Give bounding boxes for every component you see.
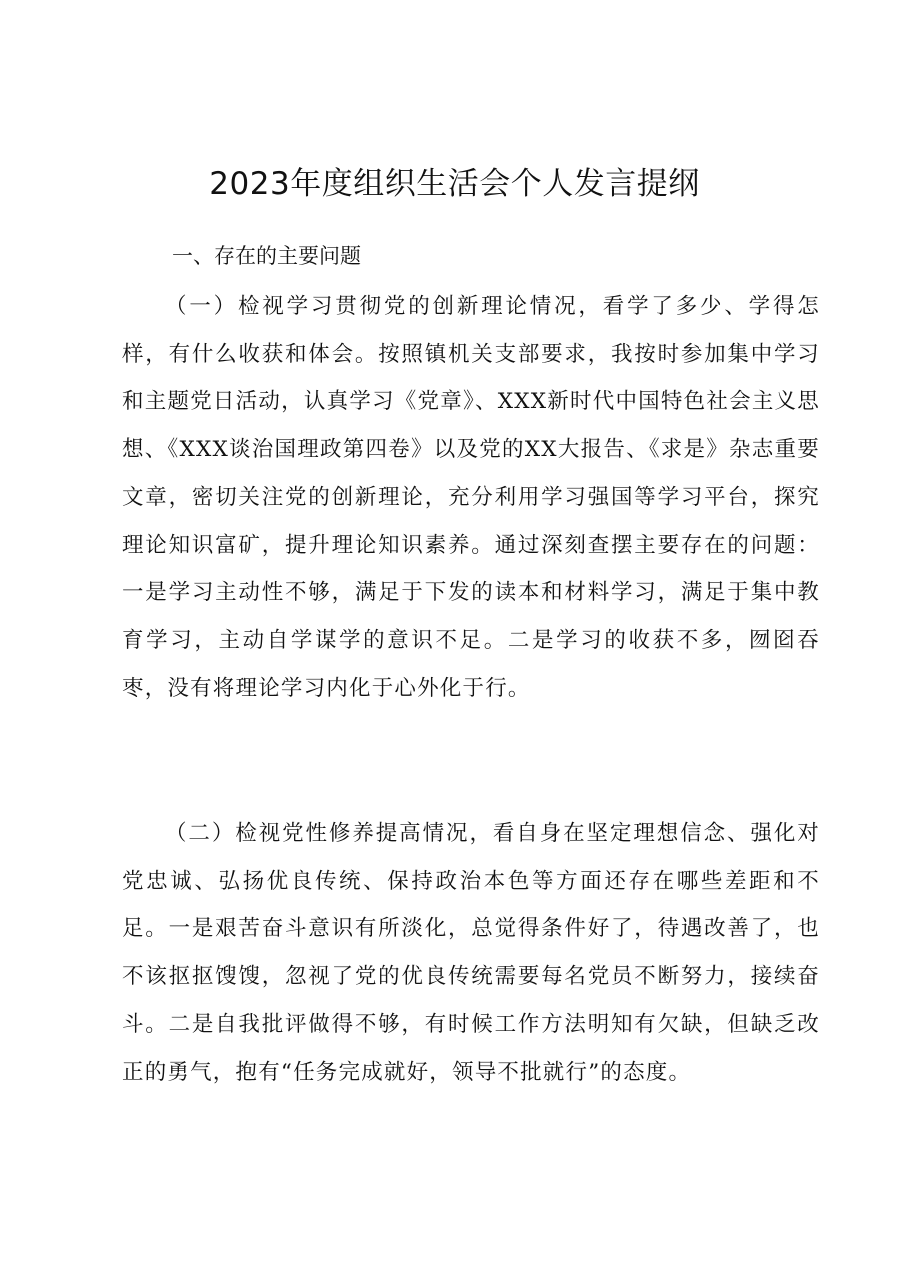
- paragraph-party-spirit-review: （二）检视党性修养提高情况，看自身在坚定理想信念、强化对党忠诚、弘扬优良传统、保持政治本色等方面还存在哪些差距和不足。一是艰苦奋斗意识有所淡化，总觉得条件好了，待遇改善了，也不该抠抠馊馊，忽视了党的优良传统需要每名党员不断努力，接续奋斗。二是自我批评做得不够，有时候工作方法明知有欠缺，但缺乏改正的勇气，抱有“任务完成就好，领导不批就行”的态度。: [122, 821, 820, 1085]
- paragraph-study-review: （一）检视学习贯彻党的创新理论情况，看学了多少、学得怎样，有什么收获和体会。按照镇机关支部要求，我按时参加集中学习和主题党日活动，认真学习《党章》、XXX新时代中国特色社会主义思想、《XXX谈治国理政第四卷》以及党的XX大报告、《求是》杂志重要文章，密切关注党的创新理论，充分利用学习强国等学习平台，探究理论知识富矿，提升理论知识素养。通过深刻查摆主要存在的问题：一是学习主动性不够，满足于下发的读本和材料学习，满足于集中教育学习，主动自学谋学的意识不足。二是学习的收获不多，囫囵吞枣，没有将理论学习内化于心外化于行。: [122, 294, 820, 701]
- section-heading: 一、存在的主要问题: [172, 244, 361, 268]
- document-title: 2023年度组织生活会个人发言提纲: [209, 166, 700, 202]
